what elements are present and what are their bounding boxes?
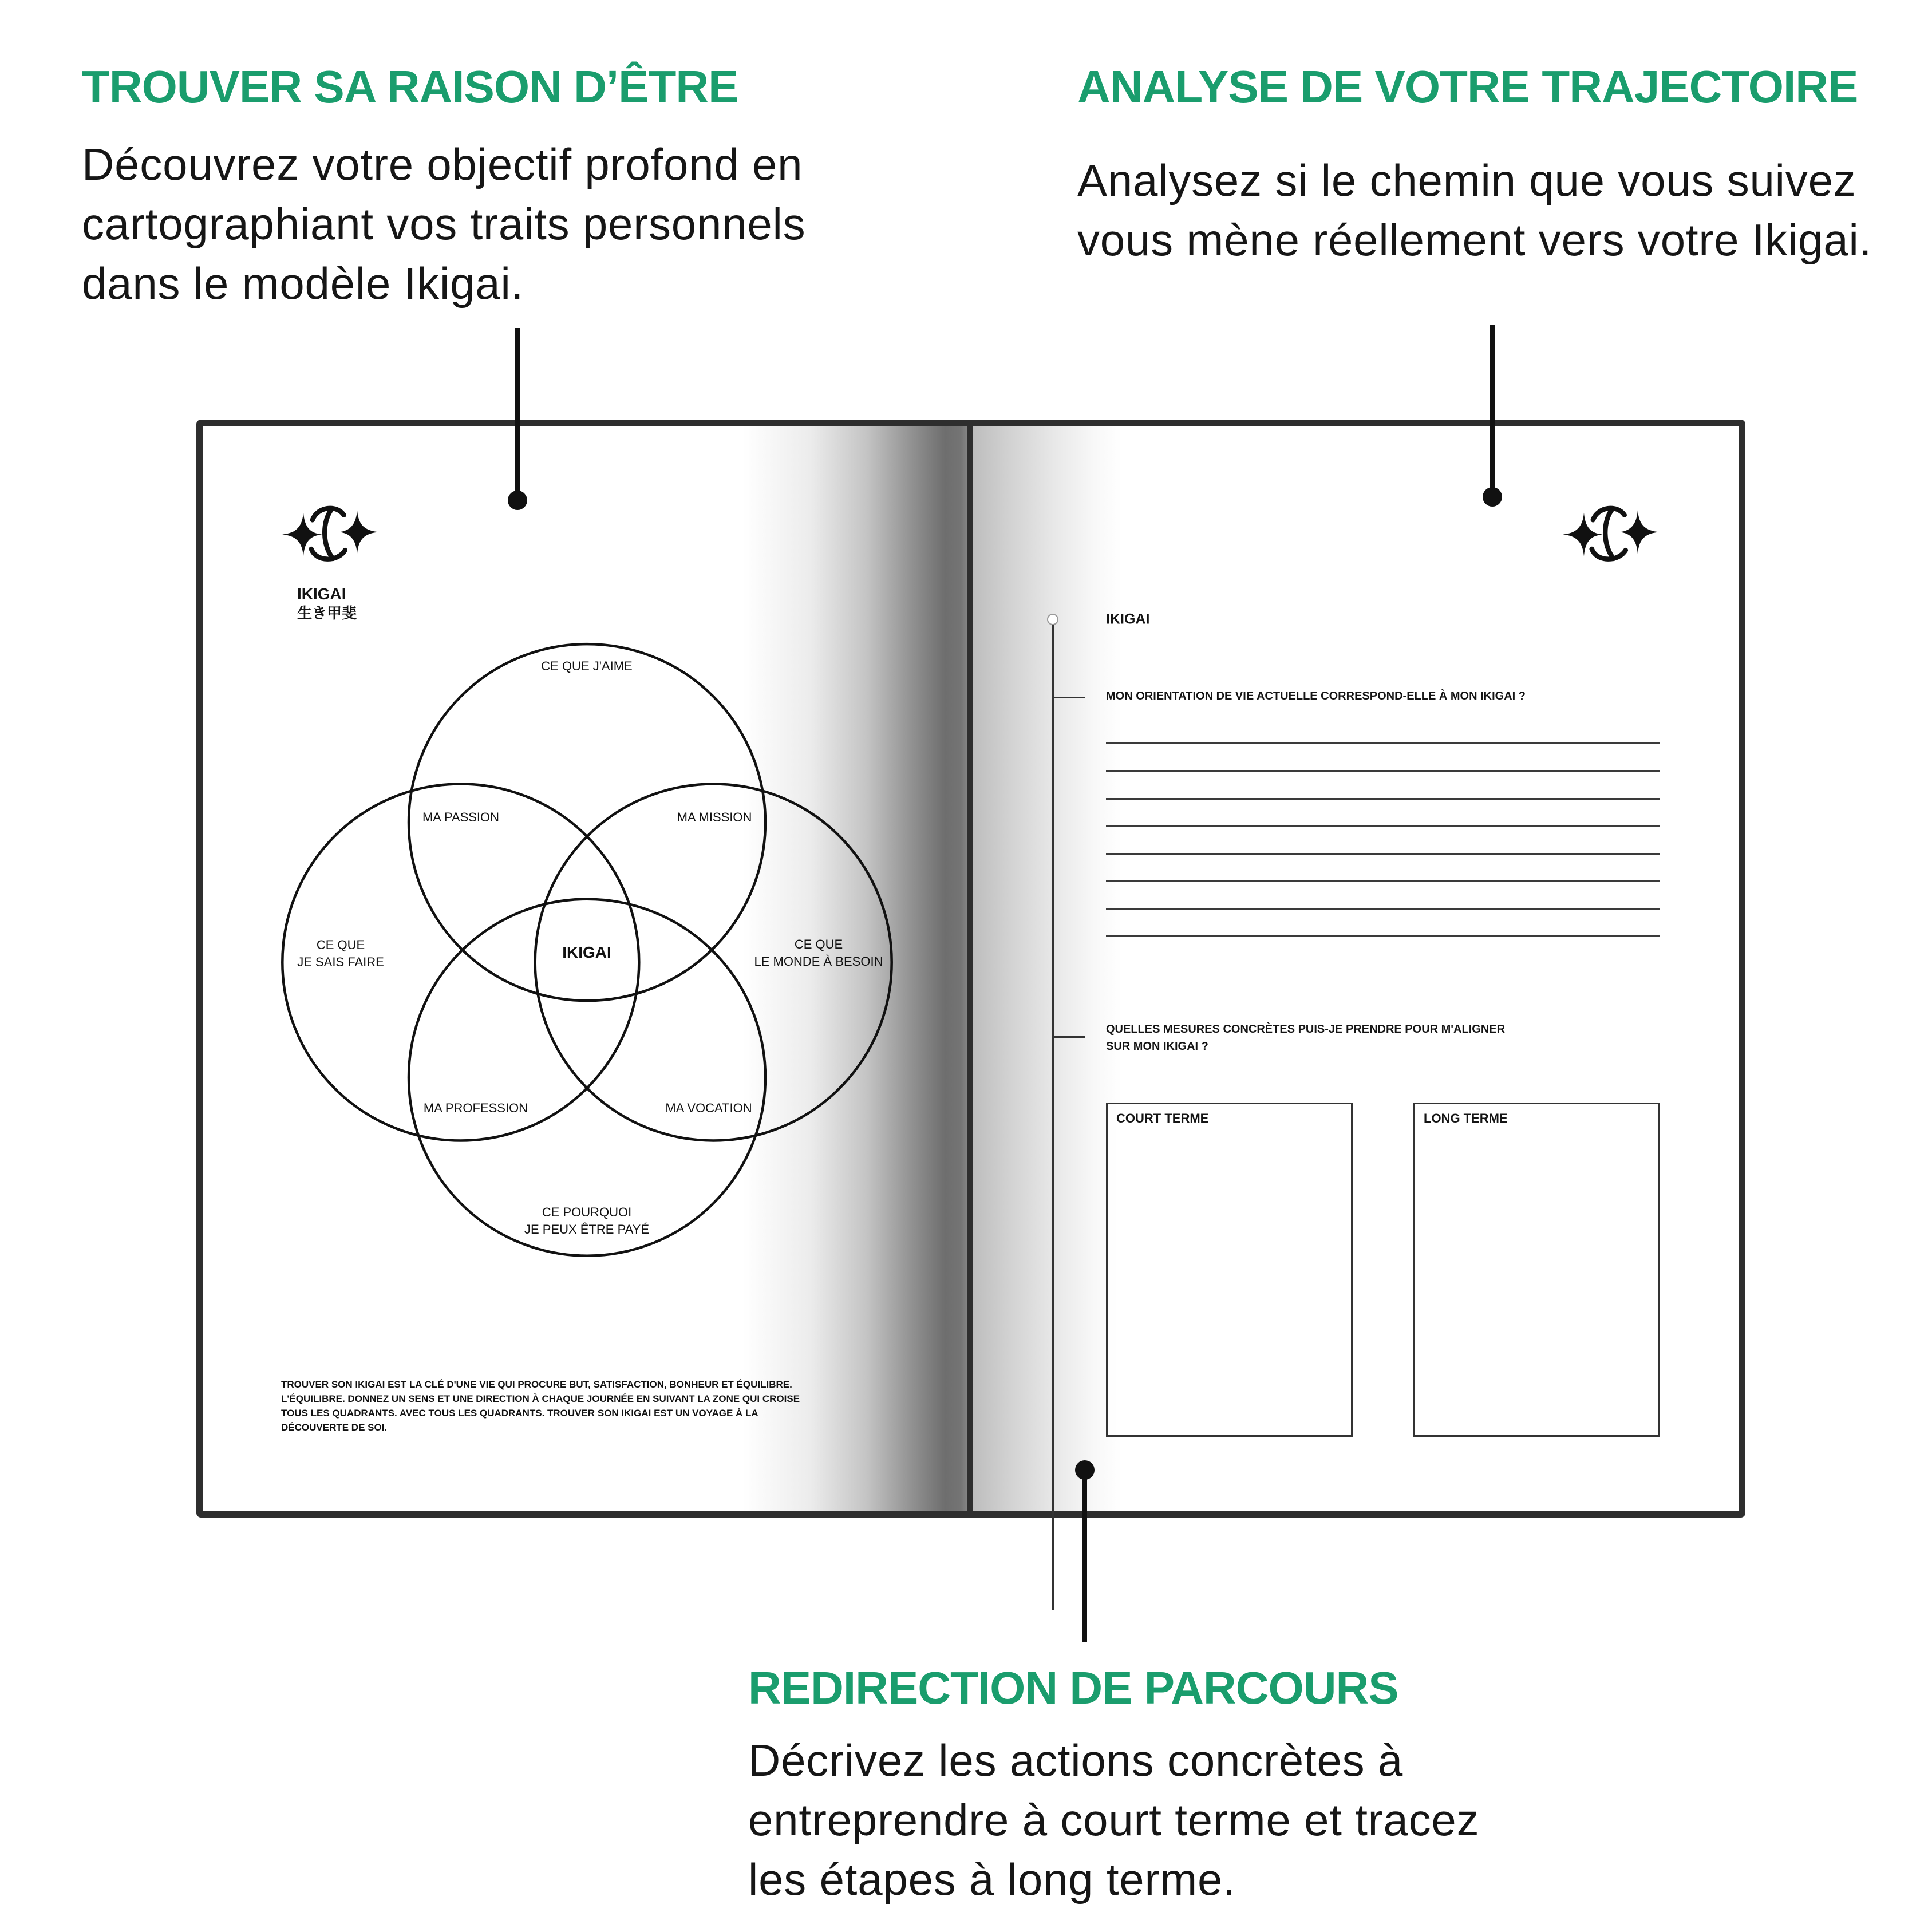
venn-label-world-needs-line: LE MONDE À BESOIN [754, 954, 883, 969]
question-actions-line: SUR MON IKIGAI ? [1106, 1040, 1208, 1053]
callout-purpose-line: dans le modèle Ikigai. [82, 258, 524, 309]
venn-label-paid-line: JE PEUX ÊTRE PAYÉ [524, 1222, 650, 1236]
venn-label-ikigai: IKIGAI [562, 943, 611, 961]
connector-purpose-dot [508, 491, 527, 510]
connector-purpose-line [515, 328, 520, 500]
writing-line [1106, 880, 1660, 882]
callout-trajectory-line: Analysez si le chemin que vous suivez [1077, 155, 1856, 206]
venn-label-paid [524, 1204, 649, 1238]
question-alignment: MON ORIENTATION DE VIE ACTUELLE CORRESPOND-ELLE À MON IKIGAI ? [1106, 690, 1526, 702]
description-line: DÉCOUVERTE DE SOI. [281, 1422, 388, 1433]
description-line: TROUVER SON IKIGAI EST LA CLÉ D'UNE VIE QUI PROCURE BUT, SATISFACTION, BONHEUR ET ÉQUILIBRE. [281, 1379, 792, 1390]
outline-tree-node [1047, 614, 1058, 625]
venn-label-skills-line: JE SAIS FAIRE [297, 955, 384, 969]
writing-line [1106, 742, 1660, 744]
callout-redirection-line: les étapes à long terme. [748, 1854, 1236, 1905]
left-page-description [281, 1377, 800, 1435]
connector-trajectory-dot [1483, 487, 1502, 507]
venn-label-paid-line: CE POURQUOI [542, 1205, 632, 1219]
brand-name: IKIGAI [297, 585, 346, 603]
writing-line [1106, 908, 1660, 910]
question-actions-line: QUELLES MESURES CONCRÈTES PUIS-JE PRENDRE POUR M'ALIGNER [1106, 1023, 1506, 1036]
writing-line [1106, 798, 1660, 800]
question-actions [1106, 1021, 1505, 1055]
writing-line [1106, 853, 1660, 855]
callout-purpose-line: cartographiant vos traits personnels [82, 199, 806, 249]
venn-label-vocation: MA VOCATION [665, 1101, 752, 1115]
callout-purpose-title: TROUVER SA RAISON D’ÊTRE [82, 61, 738, 112]
venn-label-world-needs [754, 936, 883, 970]
connector-trajectory-line [1490, 325, 1495, 497]
callout-trajectory-title: ANALYSE DE VOTRE TRAJECTOIRE [1077, 61, 1858, 112]
writing-line [1106, 825, 1660, 827]
connector-redirection-line [1082, 1470, 1087, 1642]
right-page-title: IKIGAI [1106, 611, 1150, 627]
connector-redirection-dot [1075, 1460, 1095, 1480]
long-term-label: LONG TERME [1424, 1111, 1508, 1125]
venn-label-passion: MA PASSION [422, 810, 500, 824]
callout-redirection-line: entreprendre à court terme et tracez [748, 1795, 1480, 1845]
outline-tree-branch [1052, 697, 1085, 698]
callout-purpose-text [82, 135, 805, 313]
writing-line [1106, 770, 1660, 772]
venn-label-skills [297, 937, 384, 971]
outline-tree-branch [1052, 1036, 1085, 1038]
brand-kanji: 生き甲斐 [297, 605, 357, 622]
venn-label-world-needs-line: CE QUE [794, 937, 843, 951]
short-term-box [1106, 1103, 1353, 1437]
callout-trajectory-text [1077, 151, 1872, 270]
callout-redirection-text [748, 1730, 1479, 1909]
outline-tree-line [1052, 625, 1054, 1610]
venn-label-love: CE QUE J'AIME [541, 659, 633, 673]
venn-label-mission: MA MISSION [677, 810, 752, 824]
callout-redirection-line: Décrivez les actions concrètes à [748, 1735, 1404, 1785]
description-line: TOUS LES QUADRANTS. AVEC TOUS LES QUADRANTS. TROUVER SON IKIGAI EST UN VOYAGE À LA [281, 1408, 758, 1419]
long-term-box [1413, 1103, 1660, 1437]
venn-label-profession: MA PROFESSION [423, 1101, 528, 1115]
callout-purpose-line: Découvrez votre objectif profond en [82, 139, 803, 189]
writing-line [1106, 935, 1660, 937]
book-spine [967, 420, 973, 1518]
short-term-label: COURT TERME [1116, 1111, 1209, 1125]
ikigai-logo-icon [282, 501, 379, 565]
callout-trajectory-line: vous mène réellement vers votre Ikigai. [1077, 215, 1872, 265]
venn-label-skills-line: CE QUE [316, 938, 365, 952]
callout-redirection-title: REDIRECTION DE PARCOURS [748, 1662, 1398, 1713]
ikigai-logo-icon [1563, 501, 1660, 565]
description-line: L'ÉQUILIBRE. DONNEZ UN SENS ET UNE DIRECTION À CHAQUE JOURNÉE EN SUIVANT LA ZONE QUI CROISE [281, 1393, 800, 1404]
